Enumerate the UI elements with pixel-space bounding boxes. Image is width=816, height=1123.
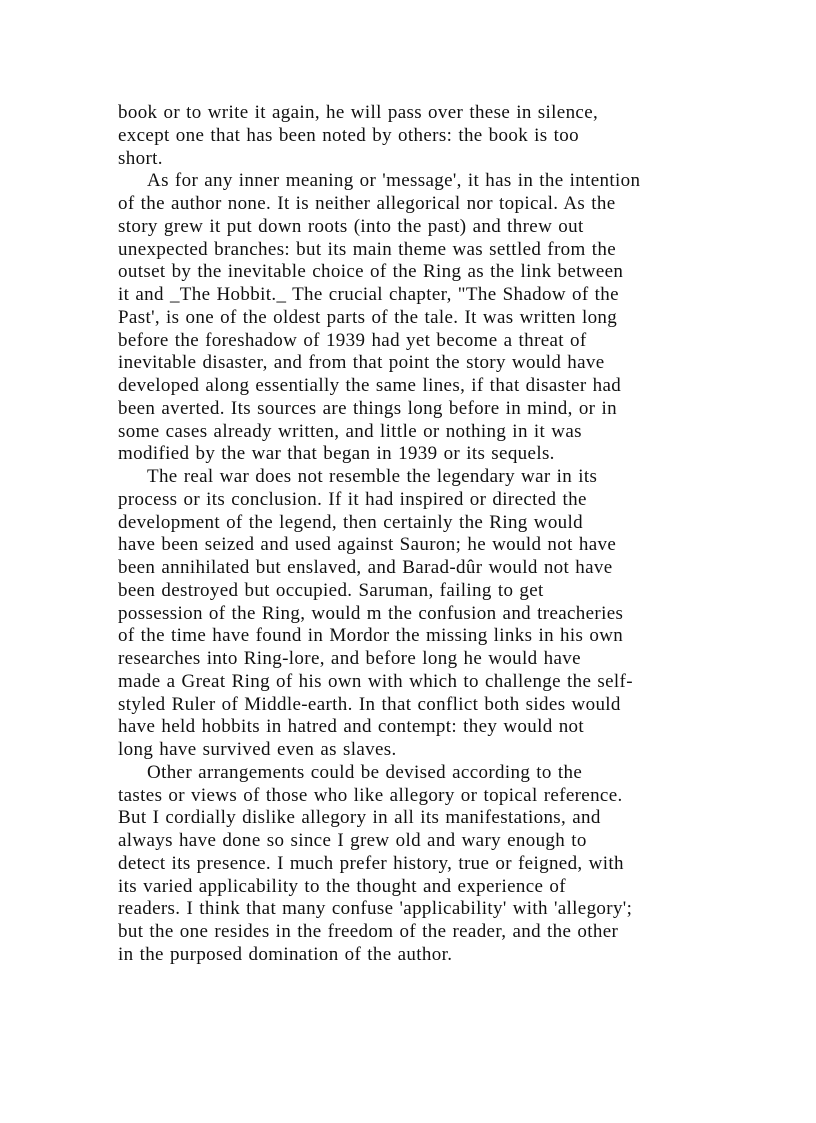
text-line: made a Great Ring of his own with which to challenge the self- <box>118 670 633 692</box>
text-line: tastes or views of those who like allegory or topical reference. <box>118 784 623 806</box>
text-line: As for any inner meaning or 'message', it has in the intention <box>147 170 641 192</box>
text-line: Other arrangements could be devised according to the <box>147 761 583 783</box>
text-line: inevitable disaster, and from that point the story would have <box>118 352 605 374</box>
text-line: styled Ruler of Middle-earth. In that conflict both sides would <box>118 693 621 715</box>
text-line: possession of the Ring, would m the confusion and treacheries <box>118 602 624 624</box>
text-line: readers. I think that many confuse 'applicability' with 'allegory'; <box>118 898 633 920</box>
text-line: some cases already written, and little or nothing in it was <box>118 420 582 442</box>
text-line: short. <box>118 147 163 169</box>
text-line: modified by the war that began in 1939 or its sequels. <box>118 443 555 465</box>
text-line: process or its conclusion. If it had inspired or directed the <box>118 488 587 510</box>
text-line: developed along essentially the same lines, if that disaster had <box>118 375 622 396</box>
text-line: been destroyed but occupied. Saruman, failing to get <box>118 579 544 601</box>
text-line: have been seized and used against Sauron; he would not have <box>118 534 617 556</box>
body-text <box>118 102 708 967</box>
text-line: Past', is one of the oldest parts of the tale. It was written long <box>118 306 618 328</box>
text-line: But I cordially dislike allegory in all its manifestations, and <box>118 807 601 829</box>
text-line: before the foreshadow of 1939 had yet become a threat of <box>118 329 587 351</box>
text-line: in the purposed domination of the author. <box>118 943 453 965</box>
text-line: have held hobbits in hatred and contempt: they would not <box>118 716 585 738</box>
text-line: but the one resides in the freedom of the reader, and the other <box>118 921 619 942</box>
text-line: of the author none. It is neither allegorical nor topical. As the <box>118 193 616 214</box>
text-line: The real war does not resemble the legendary war in its <box>147 466 598 487</box>
text-line: been averted. Its sources are things long before in mind, or in <box>118 397 617 419</box>
text-line: book or to write it again, he will pass over these in silence, <box>118 102 599 123</box>
text-line: unexpected branches: but its main theme was settled from the <box>118 238 616 260</box>
text-line: story grew it put down roots (into the past) and threw out <box>118 215 584 237</box>
text-line: been annihilated but enslaved, and Barad-dûr would not have <box>118 557 613 578</box>
text-line: its varied applicability to the thought and experience of <box>118 875 566 897</box>
text-line: outset by the inevitable choice of the Ring as the link between <box>118 261 624 283</box>
text-line: long have survived even as slaves. <box>118 739 397 760</box>
text-line: of the time have found in Mordor the missing links in his own <box>118 625 624 647</box>
text-line: always have done so since I grew old and wary enough to <box>118 830 587 851</box>
text-line: detect its presence. I much prefer history, true or feigned, with <box>118 852 624 874</box>
text-line: development of the legend, then certainly the Ring would <box>118 511 584 533</box>
text-line: researches into Ring-lore, and before long he would have <box>118 648 581 669</box>
text-line: except one that has been noted by others: the book is too <box>118 124 579 146</box>
text-line: it and _The Hobbit._ The crucial chapter, "The Shadow of the <box>118 284 619 305</box>
